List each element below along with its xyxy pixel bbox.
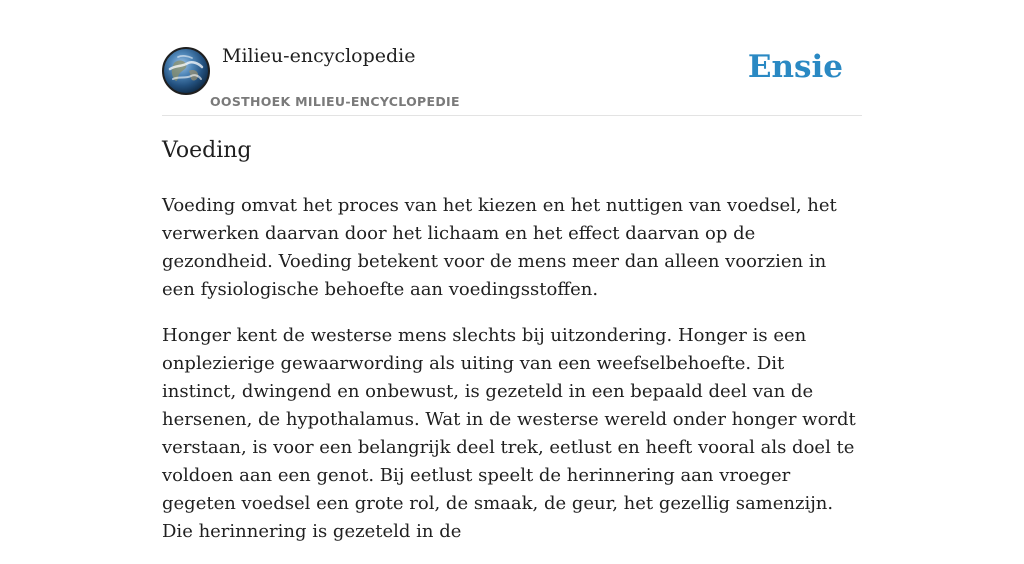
- article-body: [162, 192, 862, 564]
- site-name-link[interactable]: Milieu-encyclopedie: [222, 45, 416, 67]
- ensie-brand-link[interactable]: Ensie: [747, 49, 843, 85]
- content-container: [162, 0, 862, 542]
- earth-globe-icon[interactable]: [162, 47, 210, 95]
- article-paragraph: Voeding omvat het proces van het kiezen en het nuttigen van voedsel, het verwerken daarvan door het lichaam en het effect daarvan op de gezondheid. Voeding betekent voor de mens meer dan alleen voorzien in een fysiologische behoefte aan voedingsstoffen.: [162, 195, 837, 300]
- site-subtitle: OOSTHOEK MILIEU-ENCYCLOPEDIE: [210, 94, 460, 109]
- site-header: [162, 0, 862, 116]
- article-paragraph: Honger kent de westerse mens slechts bij uitzondering. Honger is een onplezierige gewaarwording als uiting van een weefselbehoefte. Dit instinct, dwingend en onbewust, is gezeteld in een bepaald deel van de hersenen, de hypothalamus. Wat in de westerse wereld onder honger wordt verstaan, is voor een belangrijk deel trek, eetlust en heeft vooral als doel te voldoen aan een genot. Bij eetlust speelt de herinnering aan vroeger gegeten voedsel een grote rol, de smaak, de geur, het gezellig samenzijn. Die herinnering is gezeteld in de: [162, 325, 856, 542]
- article-title: Voeding: [162, 138, 252, 163]
